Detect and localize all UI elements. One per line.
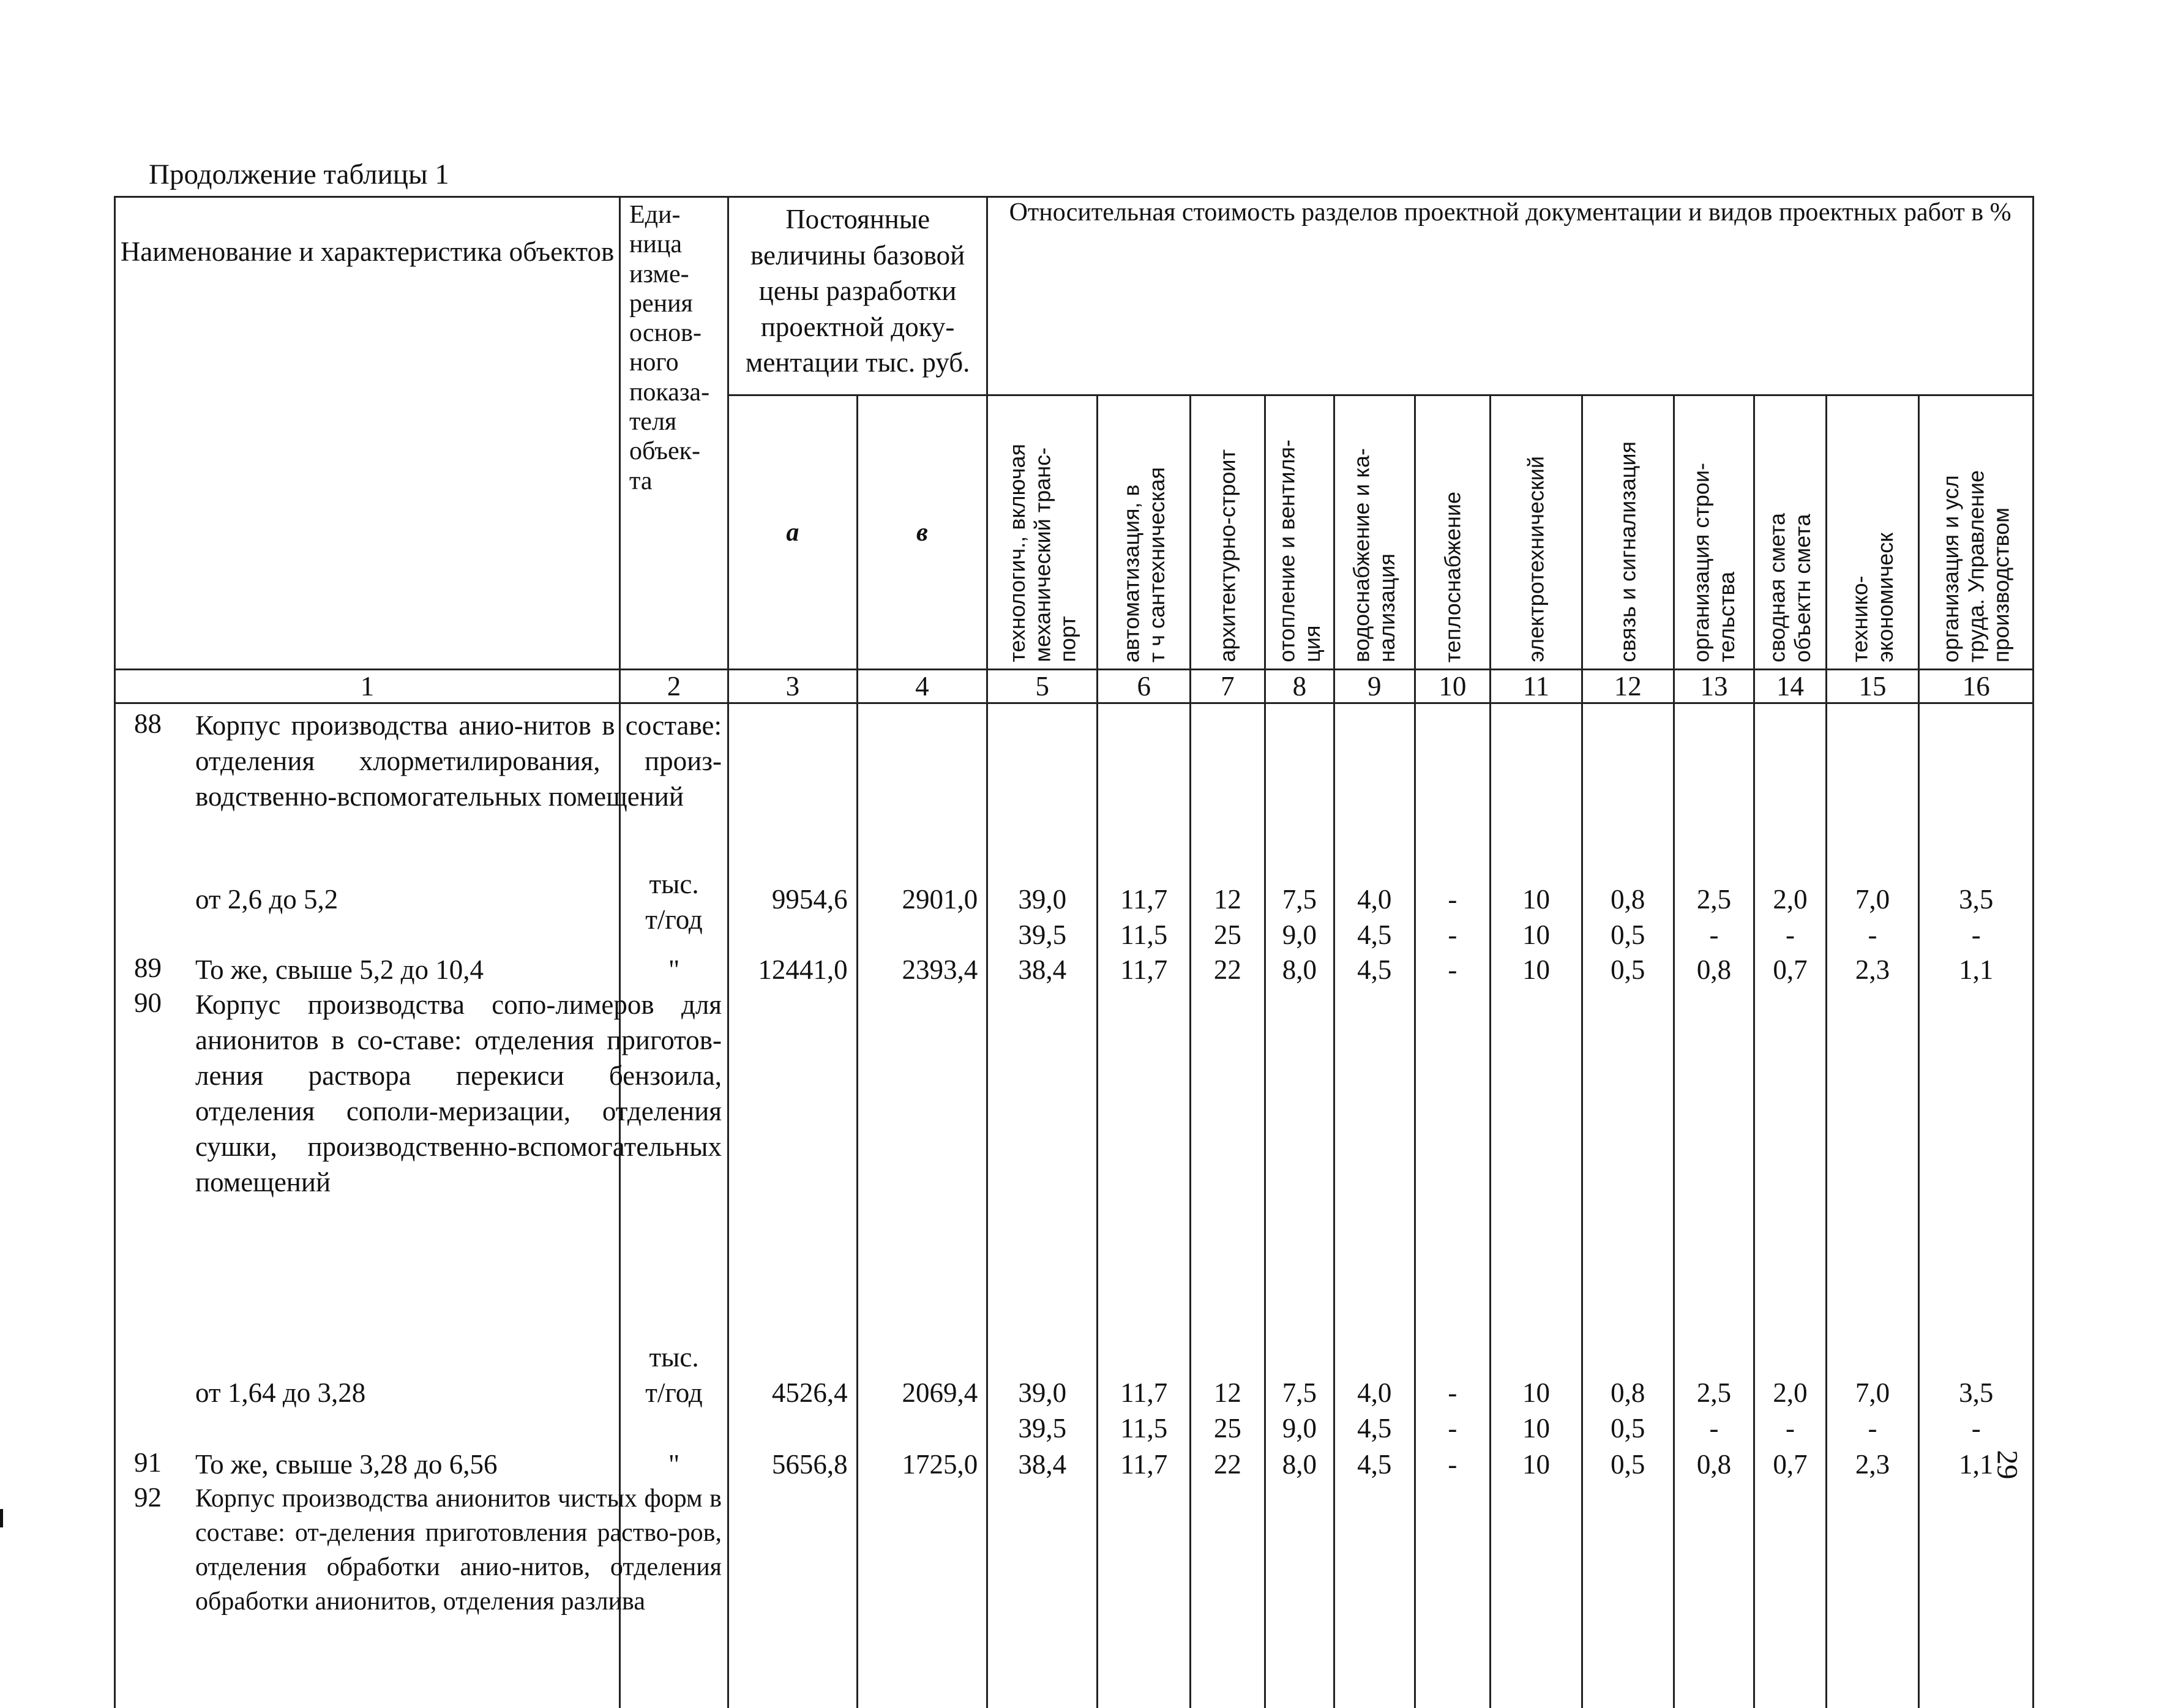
percent-value: 12 xyxy=(1191,882,1263,917)
column-number-16: 16 xyxy=(1919,670,2034,703)
cost-table xyxy=(114,196,2034,1708)
percent-value: - xyxy=(1755,917,1825,953)
column-number-4: 4 xyxy=(857,670,987,703)
percent-value: - xyxy=(1920,1410,2032,1446)
const-a-column xyxy=(728,703,858,1708)
section-header-5: водоснабжение и ка- нализация xyxy=(1334,395,1415,670)
percent-value: 10 xyxy=(1491,917,1581,953)
table-body-row xyxy=(115,703,2034,1708)
capacity-range: от 1,64 до 3,28 xyxy=(195,1375,722,1410)
base-price-b: 2393,4 xyxy=(902,952,978,987)
object-description: Корпус производства сопо-лимеров для анионитов в со-ставе: отделения приготов-ления раствора перекиси бензоила, отделения сополи-меризации, отделения сушки, производственно-вспомогательных помещений xyxy=(195,987,722,1200)
percent-value: 0,5 xyxy=(1583,917,1673,953)
section-header-11: технико- экономическ xyxy=(1826,395,1919,670)
percent-value: 11,7 xyxy=(1098,952,1189,987)
percent-value: 2,0 xyxy=(1755,882,1825,917)
margin-mark xyxy=(0,1509,3,1527)
object-number: 91 xyxy=(134,1447,177,1478)
header-name: Наименование и характеристика объектов xyxy=(115,197,620,670)
percent-value: 0,8 xyxy=(1675,952,1754,987)
column-numbers-row xyxy=(115,670,2034,703)
header-const-a: а xyxy=(728,395,858,670)
section-column-12 xyxy=(1919,703,2034,1708)
percent-value: 7,5 xyxy=(1266,1375,1333,1410)
base-price-b: 2069,4 xyxy=(902,1375,978,1410)
section-header-2: автоматизация, в т ч сантехническая xyxy=(1098,395,1191,670)
percent-value: 11,7 xyxy=(1098,882,1189,917)
column-number-13: 13 xyxy=(1674,670,1754,703)
unit-value: тыс. т/год xyxy=(621,1339,727,1410)
section-header-8: связь и сигнализация xyxy=(1582,395,1674,670)
percent-value: - xyxy=(1416,1447,1489,1482)
percent-value: 39,0 xyxy=(988,1375,1096,1410)
object-number: 92 xyxy=(134,1481,177,1513)
percent-value: 11,5 xyxy=(1098,1410,1189,1446)
percent-value: 25 xyxy=(1191,917,1263,953)
percent-value: - xyxy=(1827,1410,1918,1446)
section-column-11 xyxy=(1826,703,1919,1708)
percent-value: 11,7 xyxy=(1098,1447,1189,1482)
percent-value: 0,7 xyxy=(1755,1447,1825,1482)
section-header-12: организация и усл труда. Управление производством xyxy=(1919,395,2034,670)
column-number-11: 11 xyxy=(1491,670,1582,703)
percent-value: 7,0 xyxy=(1827,882,1918,917)
section-header-4: отопление и вентиля- ция xyxy=(1265,395,1334,670)
percent-value: 10 xyxy=(1491,1410,1581,1446)
percent-value: 4,0 xyxy=(1335,1375,1414,1410)
percent-value: - xyxy=(1920,917,2032,953)
percent-value: 0,5 xyxy=(1583,952,1673,987)
percent-value: 3,5 xyxy=(1920,882,2032,917)
percent-value: 2,3 xyxy=(1827,1447,1918,1482)
percent-value: 22 xyxy=(1191,952,1263,987)
percent-value: 1,1 xyxy=(1920,1447,2032,1482)
percent-value: 0,5 xyxy=(1583,1447,1673,1482)
percent-value: 10 xyxy=(1491,952,1581,987)
percent-value: 4,5 xyxy=(1335,1410,1414,1446)
percent-value: 38,4 xyxy=(988,1447,1096,1482)
object-number: 89 xyxy=(134,952,177,984)
percent-value: 0,8 xyxy=(1675,1447,1754,1482)
percent-value: 10 xyxy=(1491,1375,1581,1410)
percent-value: 12 xyxy=(1191,1375,1263,1410)
column-number-10: 10 xyxy=(1415,670,1490,703)
percent-value: 39,0 xyxy=(988,882,1096,917)
percent-value: 1,1 xyxy=(1920,952,2032,987)
object-description: Корпус производства анионитов чистых форм в составе: от-деления приготовления раство-ров, отделения обработки анио-нитов, отделения обработки анионитов, отделения разлива xyxy=(195,1481,722,1619)
percent-value: - xyxy=(1675,917,1754,953)
section-header-7: электротехнический xyxy=(1491,395,1582,670)
names-column xyxy=(115,703,620,1708)
column-number-8: 8 xyxy=(1265,670,1334,703)
percent-value: - xyxy=(1416,882,1489,917)
percent-value: 9,0 xyxy=(1266,917,1333,953)
percent-value: 0,8 xyxy=(1583,882,1673,917)
unit-value: тыс. т/год xyxy=(621,866,727,937)
percent-value: 11,7 xyxy=(1098,1375,1189,1410)
percent-value: 9,0 xyxy=(1266,1410,1333,1446)
object-number: 90 xyxy=(134,987,177,1019)
percent-value: 8,0 xyxy=(1266,1447,1333,1482)
column-number-12: 12 xyxy=(1582,670,1674,703)
percent-value: 25 xyxy=(1191,1410,1263,1446)
const-b-column xyxy=(857,703,987,1708)
base-price-a: 4526,4 xyxy=(772,1375,848,1410)
percent-value: 4,5 xyxy=(1335,952,1414,987)
section-column-4 xyxy=(1265,703,1334,1708)
percent-value: 4,5 xyxy=(1335,917,1414,953)
percent-value: - xyxy=(1416,952,1489,987)
units-column xyxy=(619,703,728,1708)
percent-value: - xyxy=(1675,1410,1754,1446)
unit-value: " xyxy=(621,1447,727,1482)
section-header-3: архитектурно-строит xyxy=(1191,395,1265,670)
percent-value: 22 xyxy=(1191,1447,1263,1482)
section-header-1: технологич., включая механический транс- порт xyxy=(987,395,1098,670)
header-relative-cost: Относительная стоимость разделов проектной документации и видов проектных работ в % xyxy=(987,197,2034,395)
percent-value: 0,7 xyxy=(1755,952,1825,987)
section-column-9 xyxy=(1674,703,1754,1708)
percent-value: 0,8 xyxy=(1583,1375,1673,1410)
object-description: То же, свыше 3,28 до 6,56 xyxy=(195,1447,722,1482)
column-number-6: 6 xyxy=(1098,670,1191,703)
percent-value: 0,5 xyxy=(1583,1410,1673,1446)
column-number-15: 15 xyxy=(1826,670,1919,703)
object-number: 88 xyxy=(134,708,177,740)
header-const-b: в xyxy=(857,395,987,670)
percent-value: - xyxy=(1416,917,1489,953)
percent-value: 2,0 xyxy=(1755,1375,1825,1410)
percent-value: 10 xyxy=(1491,882,1581,917)
percent-value: 7,5 xyxy=(1266,882,1333,917)
section-column-5 xyxy=(1334,703,1415,1708)
section-header-10: сводная смета объектн сметa xyxy=(1754,395,1826,670)
unit-value: " xyxy=(621,952,727,987)
header-unit: Еди- ница изме- рения основ- ного показа- теля объек- та xyxy=(619,197,728,670)
column-number-1: 1 xyxy=(115,670,620,703)
section-column-7 xyxy=(1491,703,1582,1708)
section-column-6 xyxy=(1415,703,1490,1708)
page-number: 29 xyxy=(1991,1450,2024,1480)
percent-value: 2,3 xyxy=(1827,952,1918,987)
column-number-2: 2 xyxy=(619,670,728,703)
capacity-range: от 2,6 до 5,2 xyxy=(195,882,722,917)
column-number-9: 9 xyxy=(1334,670,1415,703)
column-number-7: 7 xyxy=(1191,670,1265,703)
percent-value: - xyxy=(1827,917,1918,953)
percent-value: 8,0 xyxy=(1266,952,1333,987)
percent-value: 39,5 xyxy=(988,917,1096,953)
column-number-5: 5 xyxy=(987,670,1098,703)
object-description: То же, свыше 5,2 до 10,4 xyxy=(195,952,722,987)
percent-value: 39,5 xyxy=(988,1410,1096,1446)
percent-value: 7,0 xyxy=(1827,1375,1918,1410)
percent-value: 2,5 xyxy=(1675,882,1754,917)
base-price-a: 12441,0 xyxy=(758,952,847,987)
base-price-b: 1725,0 xyxy=(902,1447,978,1482)
percent-value: 10 xyxy=(1491,1447,1581,1482)
percent-value: 3,5 xyxy=(1920,1375,2032,1410)
section-column-3 xyxy=(1191,703,1265,1708)
base-price-a: 5656,8 xyxy=(772,1447,848,1482)
section-header-9: организация строи- тельства xyxy=(1674,395,1754,670)
section-column-1 xyxy=(987,703,1098,1708)
section-column-8 xyxy=(1582,703,1674,1708)
percent-value: - xyxy=(1416,1375,1489,1410)
column-number-3: 3 xyxy=(728,670,858,703)
base-price-a: 9954,6 xyxy=(772,882,848,917)
percent-value: - xyxy=(1755,1410,1825,1446)
section-header-6: теплоснабжение xyxy=(1415,395,1490,670)
object-description: Корпус производства анио-нитов в составе: отделения хлорметилирования, произ-водственно-вспомогательных помещений xyxy=(195,708,722,814)
percent-value: 4,5 xyxy=(1335,1447,1414,1482)
percent-value: 38,4 xyxy=(988,952,1096,987)
base-price-b: 2901,0 xyxy=(902,882,978,917)
percent-value: 2,5 xyxy=(1675,1375,1754,1410)
column-number-14: 14 xyxy=(1754,670,1826,703)
percent-value: 11,5 xyxy=(1098,917,1189,953)
section-column-2 xyxy=(1098,703,1191,1708)
table-caption: Продолжение таблицы 1 xyxy=(149,160,449,189)
percent-value: - xyxy=(1416,1410,1489,1446)
percent-value: 4,0 xyxy=(1335,882,1414,917)
section-column-10 xyxy=(1754,703,1826,1708)
header-const: Постоянные величины базовой цены разработки проектной доку-ментации тыс. руб. xyxy=(728,197,987,395)
